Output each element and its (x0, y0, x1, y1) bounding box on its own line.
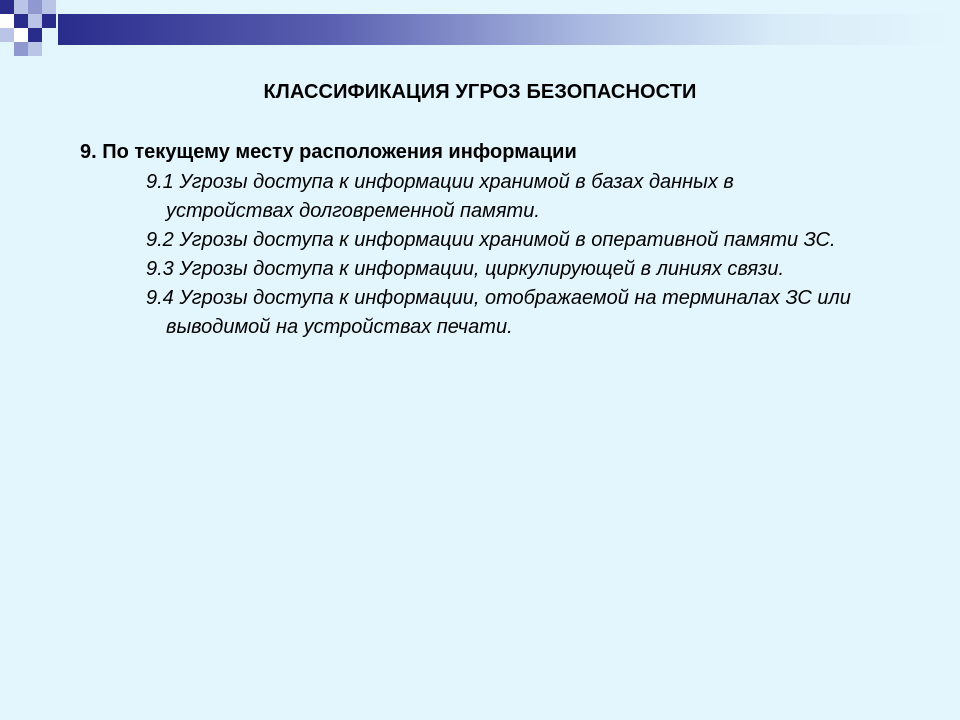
list-item: 9.4 Угрозы доступа к информации, отображаемой на терминалах ЗС или выводимой на устройствах печати. (146, 287, 851, 338)
decor-square (0, 14, 14, 28)
decor-square (14, 28, 28, 42)
list-item: 9.1 Угрозы доступа к информации хранимой в базах данных в устройствах долговременной памяти. (146, 171, 734, 222)
decor-square (28, 0, 42, 14)
list-item: 9.2 Угрозы доступа к информации хранимой в оперативной памяти ЗС. (146, 229, 836, 251)
threat-list (146, 168, 866, 342)
decor-square (14, 0, 28, 14)
decor-square (42, 0, 56, 14)
decor-square (28, 28, 42, 42)
header-gradient-band (58, 14, 960, 45)
decor-square (28, 42, 42, 56)
slide-title: КЛАССИФИКАЦИЯ УГРОЗ БЕЗОПАСНОСТИ (263, 81, 697, 103)
decor-square (14, 42, 28, 56)
decor-square (0, 28, 14, 42)
decor-square (42, 14, 56, 28)
section-heading: 9. По текущему месту расположения информации (80, 141, 577, 163)
decor-square (14, 14, 28, 28)
decor-square (0, 0, 14, 14)
decor-square (28, 14, 42, 28)
list-item: 9.3 Угрозы доступа к информации, циркулирующей в линиях связи. (146, 258, 785, 280)
